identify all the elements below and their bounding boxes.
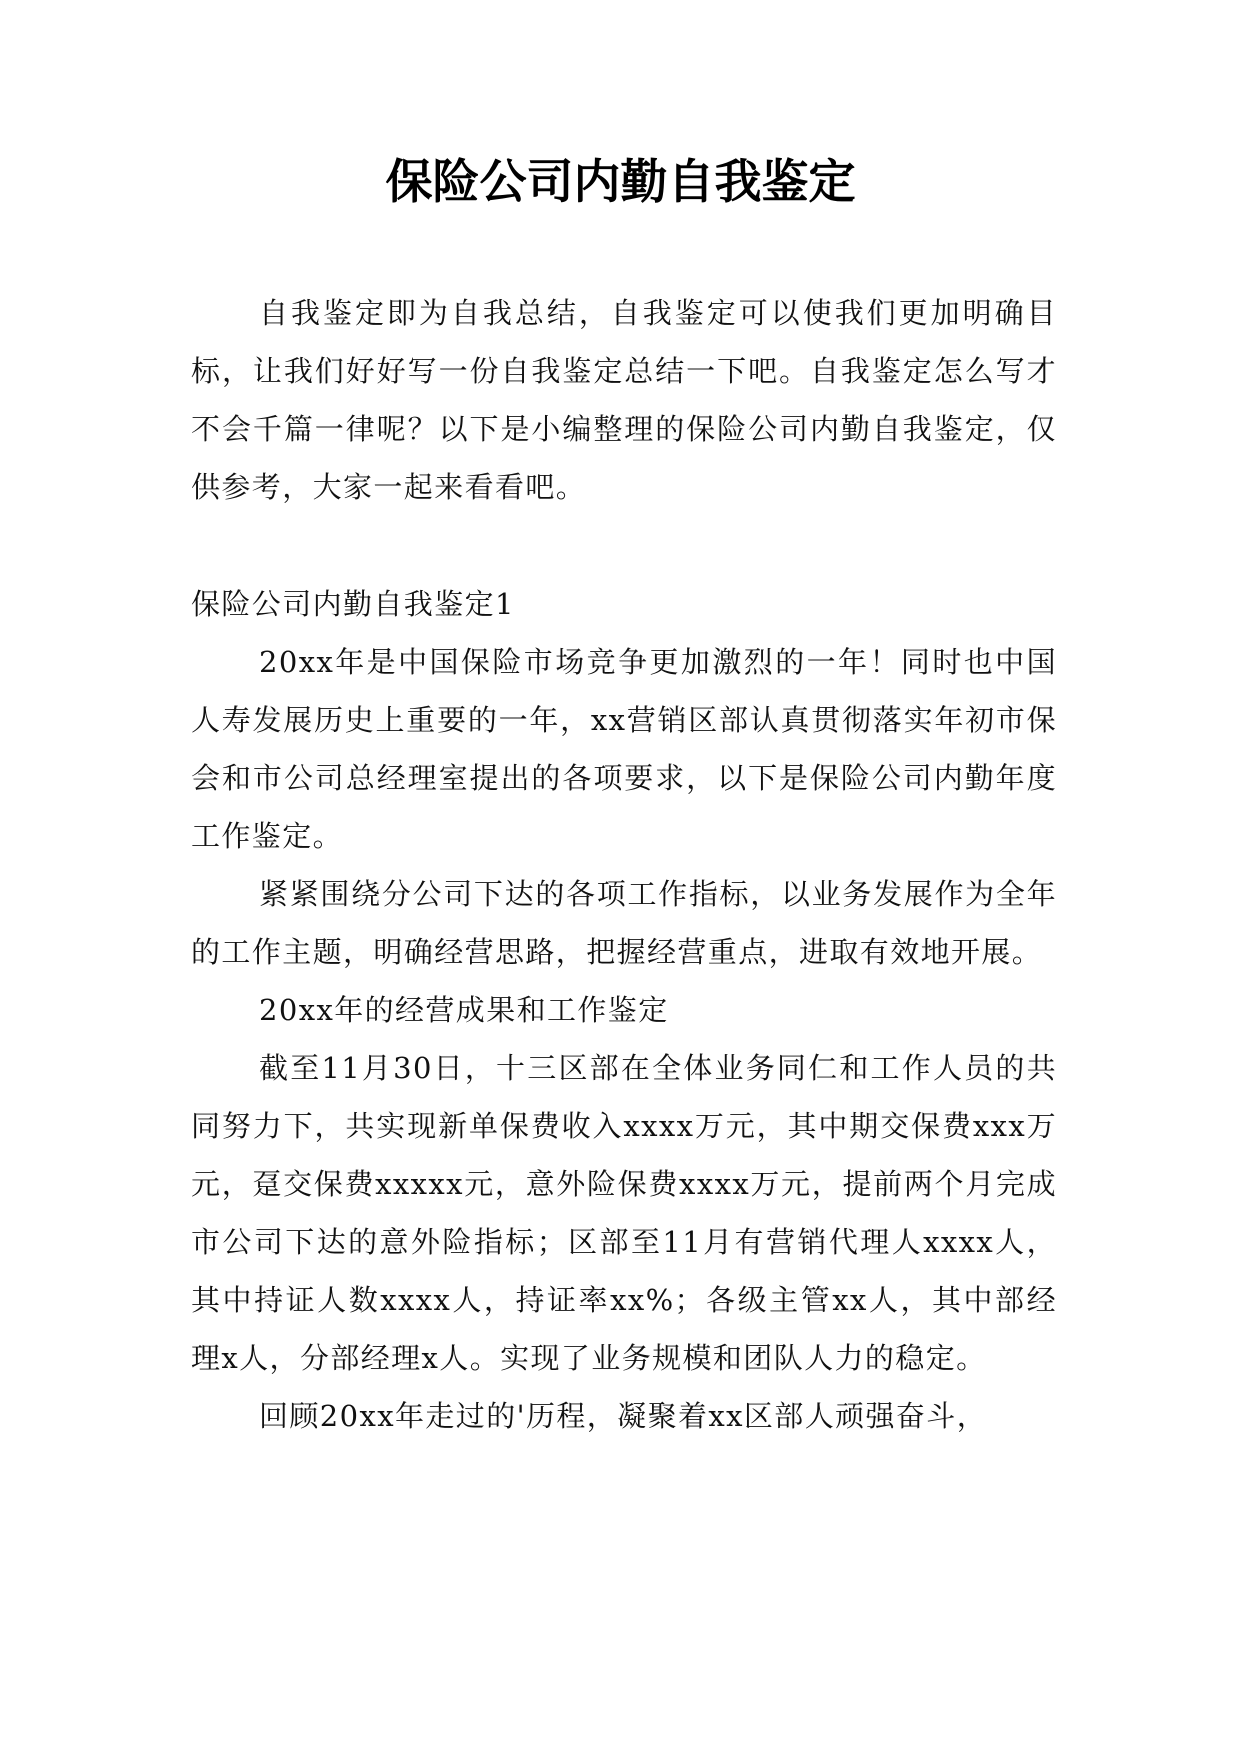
document-body — [191, 284, 1057, 1445]
document-title: 保险公司内勤自我鉴定 — [385, 155, 856, 210]
body-paragraph: 20xx年是中国保险市场竞争更加激烈的一年！同时也中国人寿发展历史上重要的一年，xx营销区部认真贯彻落实年初市保会和市公司总经理室提出的各项要求，以下是保险公司内勤年度工作鉴定。 — [191, 645, 1057, 853]
body-paragraph: 紧紧围绕分公司下达的各项工作指标，以业务发展作为全年的工作主题，明确经营思路，把握经营重点，进取有效地开展。 — [191, 877, 1057, 969]
intro-paragraph: 自我鉴定即为自我总结，自我鉴定可以使我们更加明确目标，让我们好好写一份自我鉴定总结一下吧。自我鉴定怎么写才不会千篇一律呢？以下是小编整理的保险公司内勤自我鉴定，仅供参考，大家一起来看看吧。 — [191, 296, 1057, 504]
body-paragraph: 回顾20xx年走过的'历程，凝聚着xx区部人顽强奋斗， — [259, 1399, 988, 1433]
body-paragraph: 截至11月30日，十三区部在全体业务同仁和工作人员的共同努力下，共实现新单保费收入xxxx万元，其中期交保费xxx万元，趸交保费xxxxx元，意外险保费xxxx万元，提前两个月完成市公司下达的意外险指标；区部至11月有营销代理人xxxx人，其中持证人数xxxx人，持证率xx%；各级主管xx人，其中部经理x人，分部经理x人。实现了业务规模和团队人力的稳定。 — [191, 1051, 1057, 1375]
section-heading: 保险公司内勤自我鉴定1 — [191, 587, 515, 621]
sub-section-heading: 20xx年的经营成果和工作鉴定 — [259, 993, 669, 1027]
